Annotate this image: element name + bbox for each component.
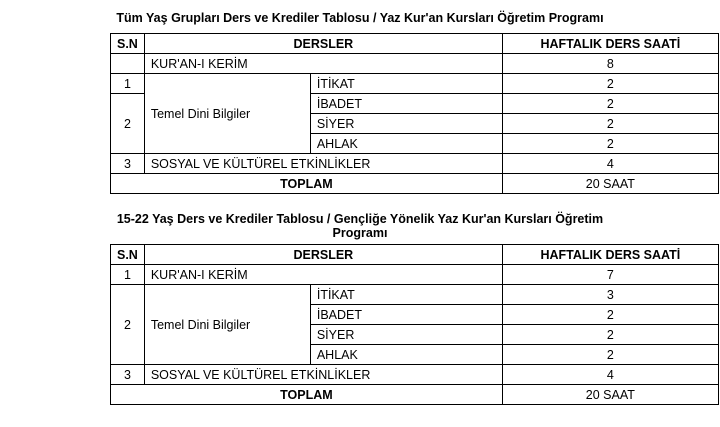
cell-hours: 7 [502, 265, 718, 285]
cell-ders: SOSYAL VE KÜLTÜREL ETKİNLİKLER [144, 365, 502, 385]
cell-hours: 2 [502, 345, 718, 365]
total-row [111, 174, 719, 194]
header-sn: S.N [111, 245, 145, 265]
cell-ders: KUR'AN-I KERİM [144, 54, 502, 74]
cell-sn: 2 [111, 285, 145, 365]
cell-hours: 2 [502, 305, 718, 325]
cell-hours: 2 [502, 114, 718, 134]
cell-hours: 4 [502, 365, 718, 385]
cell-hours: 2 [502, 94, 718, 114]
cell-sub: İBADET [310, 305, 502, 325]
table2-title-line2: Programı [332, 226, 388, 240]
header-ders: DERSLER [144, 34, 502, 54]
table2-header-row [111, 245, 719, 265]
total-hours: 20 SAAT [502, 385, 718, 405]
cell-hours: 2 [502, 134, 718, 154]
total-label: TOPLAM [111, 174, 503, 194]
table1-header-row [111, 34, 719, 54]
cell-sub: İTİKAT [310, 74, 502, 94]
cell-sn: 3 [111, 154, 145, 174]
cell-sub: İBADET [310, 94, 502, 114]
cell-sub: AHLAK [310, 345, 502, 365]
cell-sub: SİYER [310, 114, 502, 134]
cell-sn: 1 [111, 265, 145, 285]
table-row [111, 285, 719, 305]
cell-hours: 2 [502, 325, 718, 345]
cell-sub: AHLAK [310, 134, 502, 154]
total-row [111, 385, 719, 405]
table2 [110, 244, 719, 405]
header-hours: HAFTALIK DERS SAATİ [502, 34, 718, 54]
table2-title [0, 212, 720, 240]
total-label: TOPLAM [111, 385, 503, 405]
cell-sub: SİYER [310, 325, 502, 345]
cell-ders-temel: Temel Dini Bilgiler [144, 74, 310, 154]
table-row [111, 74, 719, 94]
cell-sn [111, 54, 145, 74]
table1-title: Tüm Yaş Grupları Ders ve Krediler Tablosu / Yaz Kur'an Kursları Öğretim Programı [116, 11, 604, 25]
cell-ders-temel: Temel Dini Bilgiler [144, 285, 310, 365]
cell-hours: 8 [502, 54, 718, 74]
header-hours: HAFTALIK DERS SAATİ [502, 245, 718, 265]
cell-hours: 3 [502, 285, 718, 305]
cell-hours: 4 [502, 154, 718, 174]
table-row [111, 54, 719, 74]
cell-ders: SOSYAL VE KÜLTÜREL ETKİNLİKLER [144, 154, 502, 174]
header-ders: DERSLER [144, 245, 502, 265]
cell-sn: 3 [111, 365, 145, 385]
table-row [111, 265, 719, 285]
total-hours: 20 SAAT [502, 174, 718, 194]
cell-sn: 2 [111, 94, 145, 154]
header-sn: S.N [111, 34, 145, 54]
table1 [110, 33, 719, 194]
cell-sn: 1 [111, 74, 145, 94]
table-row [111, 154, 719, 174]
cell-ders: KUR'AN-I KERİM [144, 265, 502, 285]
cell-sub: İTİKAT [310, 285, 502, 305]
cell-hours: 2 [502, 74, 718, 94]
table2-title-line1: 15-22 Yaş Ders ve Krediler Tablosu / Gençliğe Yönelik Yaz Kur'an Kursları Öğretim [116, 212, 604, 226]
table-row [111, 365, 719, 385]
